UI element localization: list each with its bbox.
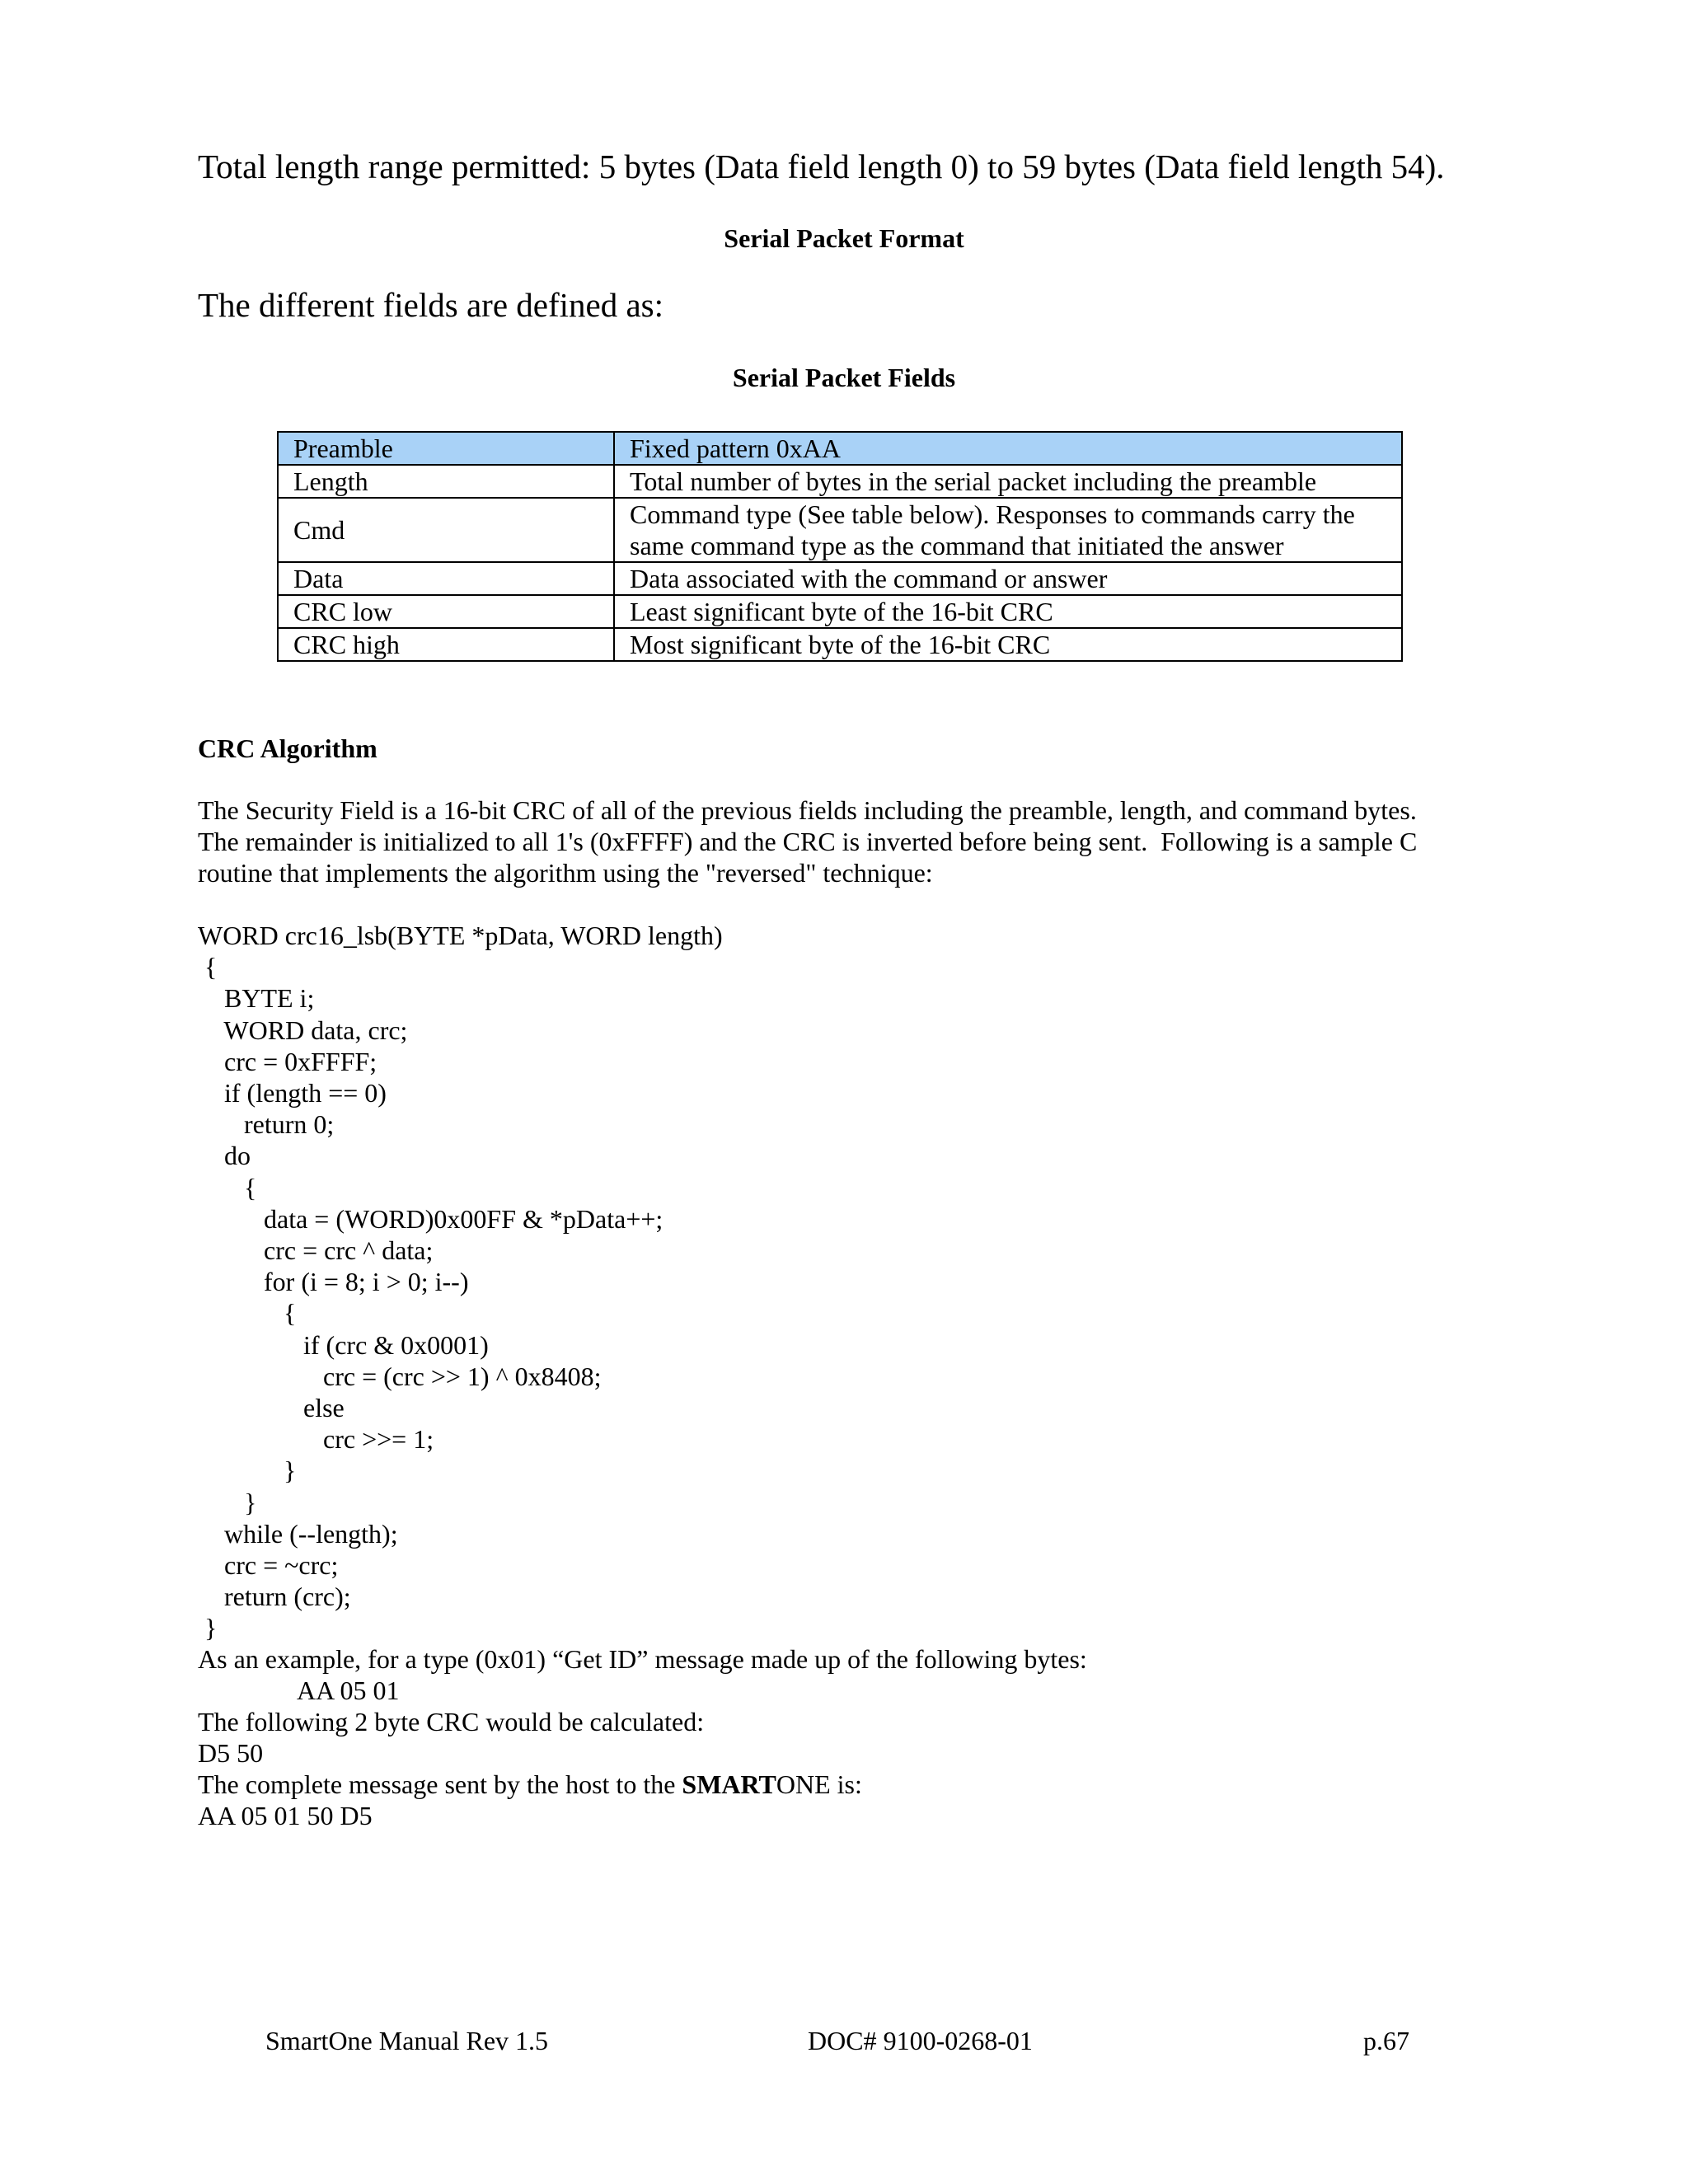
code-line: } [198,1488,257,1517]
serial-packet-fields-table [277,431,1403,662]
field-name-cell: CRC high [278,628,614,661]
footer-page-number: p.67 [1363,2026,1409,2055]
example-bytes: AA 05 01 [297,1675,400,1705]
smartone-bold-text: SMART [682,1769,776,1799]
fields-table-row [278,562,1402,595]
example-line-3-prefix: The complete message sent by the host to the [198,1769,682,1799]
example-crc: D5 50 [198,1738,264,1768]
crc-algorithm-heading: CRC Algorithm [198,733,377,763]
code-line: do [198,1141,251,1170]
field-description-cell: Command type (See table below). Responses to commands carry the same command type as the command that initiated the answer [614,498,1402,562]
code-line: crc = ~crc; [198,1550,339,1580]
field-name-cell: CRC low [278,595,614,628]
code-line: data = (WORD)0x00FF & *pData++; [198,1204,663,1234]
code-line: { [198,952,218,982]
example-line-3-suffix: ONE is: [776,1769,862,1799]
field-name-cell: Preamble [278,432,614,465]
example-message: AA 05 01 50 D5 [198,1801,373,1830]
code-line: BYTE i; [198,983,315,1013]
code-line: crc = crc ^ data; [198,1235,434,1265]
example-line-1: As an example, for a type (0x01) “Get ID” message made up of the following bytes: [198,1644,1087,1674]
code-line: crc >>= 1; [198,1424,434,1454]
code-line: crc = 0xFFFF; [198,1047,377,1076]
fields-table-row [278,432,1402,465]
fields-table-row [278,465,1402,498]
code-line: return 0; [198,1109,335,1139]
caption-serial-packet-format: Serial Packet Format [724,223,964,253]
example-line-3 [198,1771,862,1797]
intro-text: Total length range permitted: 5 bytes (Data field length 0) to 59 bytes (Data field length 54). [198,148,1445,185]
caption-serial-packet-fields: Serial Packet Fields [732,363,956,392]
crc-paragraph-line-3: routine that implements the algorithm using the "reversed" technique: [198,858,933,888]
field-description-cell: Data associated with the command or answer [614,562,1402,595]
field-name-cell: Length [278,465,614,498]
code-line: WORD data, crc; [198,1015,408,1045]
footer-doc-number: DOC# 9100-0268-01 [808,2026,1033,2055]
example-line-2: The following 2 byte CRC would be calculated: [198,1707,705,1736]
field-name-cell: Cmd [278,498,614,562]
field-description-cell: Most significant byte of the 16-bit CRC [614,628,1402,661]
code-line: if (length == 0) [198,1078,387,1108]
fields-table-row [278,498,1402,562]
field-name-cell: Data [278,562,614,595]
fields-table-row [278,595,1402,628]
code-line: return (crc); [198,1582,351,1611]
fields-table-row [278,628,1402,661]
footer-manual-rev: SmartOne Manual Rev 1.5 [265,2026,549,2055]
code-line: { [198,1173,257,1202]
field-description-cell: Fixed pattern 0xAA [614,432,1402,465]
code-line: } [198,1455,297,1485]
fields-intro-text: The different fields are defined as: [198,286,664,324]
code-line: WORD crc16_lsb(BYTE *pData, WORD length) [198,921,723,950]
code-line: else [198,1393,345,1422]
code-line: } [198,1613,218,1643]
code-line: for (i = 8; i > 0; i--) [198,1267,469,1296]
code-line: crc = (crc >> 1) ^ 0x8408; [198,1361,602,1391]
code-line: if (crc & 0x0001) [198,1330,489,1360]
field-description-cell: Total number of bytes in the serial packet including the preamble [614,465,1402,498]
field-description-cell: Least significant byte of the 16-bit CRC [614,595,1402,628]
crc-paragraph-line-2: The remainder is initialized to all 1's (0xFFFF) and the CRC is inverted before being sent. Following is a sample C [198,827,1418,856]
crc-paragraph-line-1: The Security Field is a 16-bit CRC of all of the previous fields including the preamble, length, and command bytes. [198,795,1417,825]
code-line: { [198,1298,297,1328]
code-line: while (--length); [198,1519,398,1549]
